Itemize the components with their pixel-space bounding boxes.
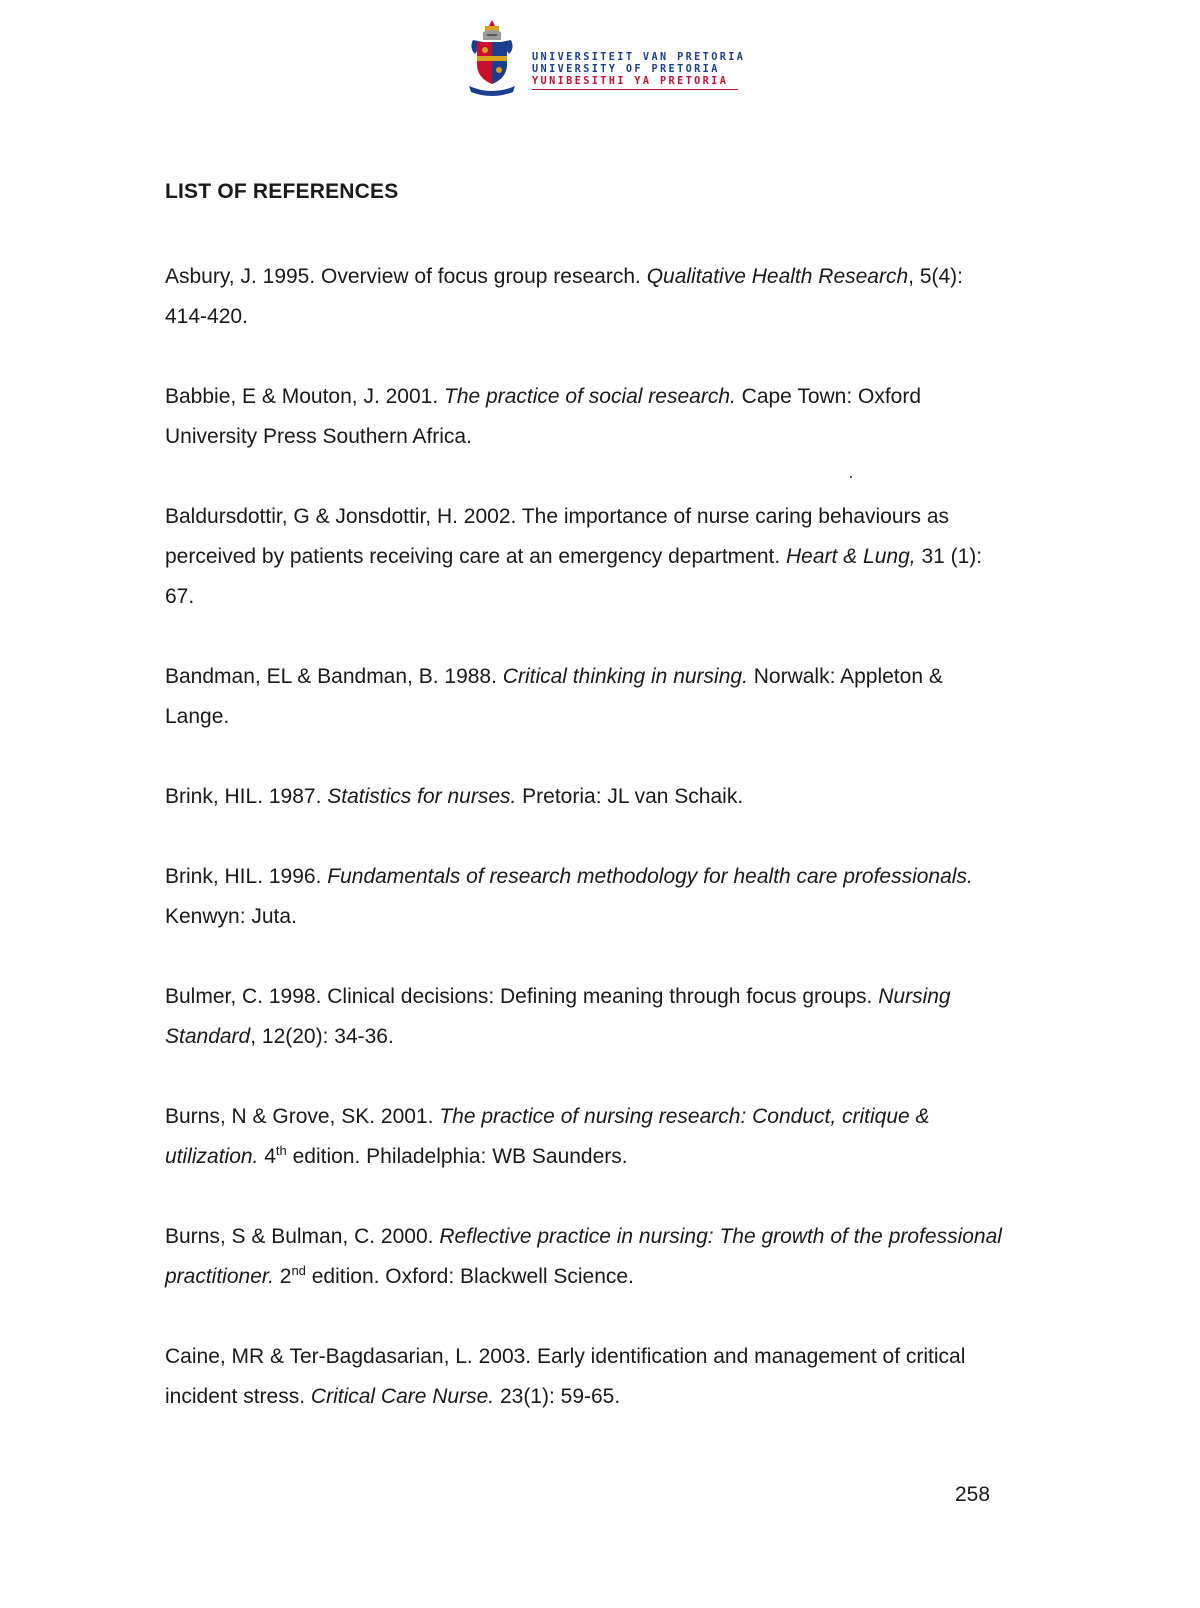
reference-entry: Bandman, EL & Bandman, B. 1988. Critical thinking in nursing. Norwalk: Appleton & Lange. (165, 665, 943, 728)
reference-entry: Bulmer, C. 1998. Clinical decisions: Defining meaning through focus groups. Nursing Standard, 12(20): 34-36. (165, 985, 951, 1048)
university-logo (465, 18, 755, 98)
reference-entry: Caine, MR & Ter-Bagdasarian, L. 2003. Early identification and management of critical incident stress. Critical Care Nurse. 23(1): 59-65. (165, 1345, 966, 1408)
reference-entry: Babbie, E & Mouton, J. 2001. The practice of social research. Cape Town: Oxford University Press Southern Africa. (165, 385, 922, 448)
reference-entry: Asbury, J. 1995. Overview of focus group research. Qualitative Health Research, 5(4): 414-420. (165, 265, 964, 328)
university-name-afrikaans: UNIVERSITEIT VAN PRETORIA (532, 52, 746, 63)
header-rule (532, 89, 738, 90)
reference-entry: Burns, S & Bulman, C. 2000. Reflective practice in nursing: The growth of the professional practitioner. 2nd edition. Oxford: Blackwell Science. (165, 1225, 1002, 1288)
superscript: nd (291, 1263, 306, 1278)
reference-entry: Burns, N & Grove, SK. 2001. The practice of nursing research: Conduct, critique & utilization. 4th edition. Philadelphia: WB Saunders. (165, 1105, 930, 1168)
reference-entry: Brink, HIL. 1987. Statistics for nurses. Pretoria: JL van Schaik. (165, 785, 744, 808)
university-crest-icon (465, 18, 519, 98)
university-name (532, 52, 745, 90)
page-number: 258 (955, 1483, 991, 1506)
page-heading: LIST OF REFERENCES (165, 180, 399, 203)
university-name-sepedi: YUNIBESITHI YA PRETORIA (532, 76, 729, 87)
reference-list (165, 257, 1005, 1457)
superscript: th (275, 1143, 287, 1158)
reference-entry: Brink, HIL. 1996. Fundamentals of research methodology for health care professionals. Kenwyn: Juta. (165, 865, 973, 928)
university-name-english: UNIVERSITY OF PRETORIA (532, 64, 720, 75)
reference-entry: Baldursdottir, G & Jonsdottir, H. 2002. The importance of nurse caring behaviours as perceived by patients receiving care at an emergency department. Heart & Lung, 31 (1): 67. (165, 505, 983, 608)
scan-speck (850, 476, 852, 478)
